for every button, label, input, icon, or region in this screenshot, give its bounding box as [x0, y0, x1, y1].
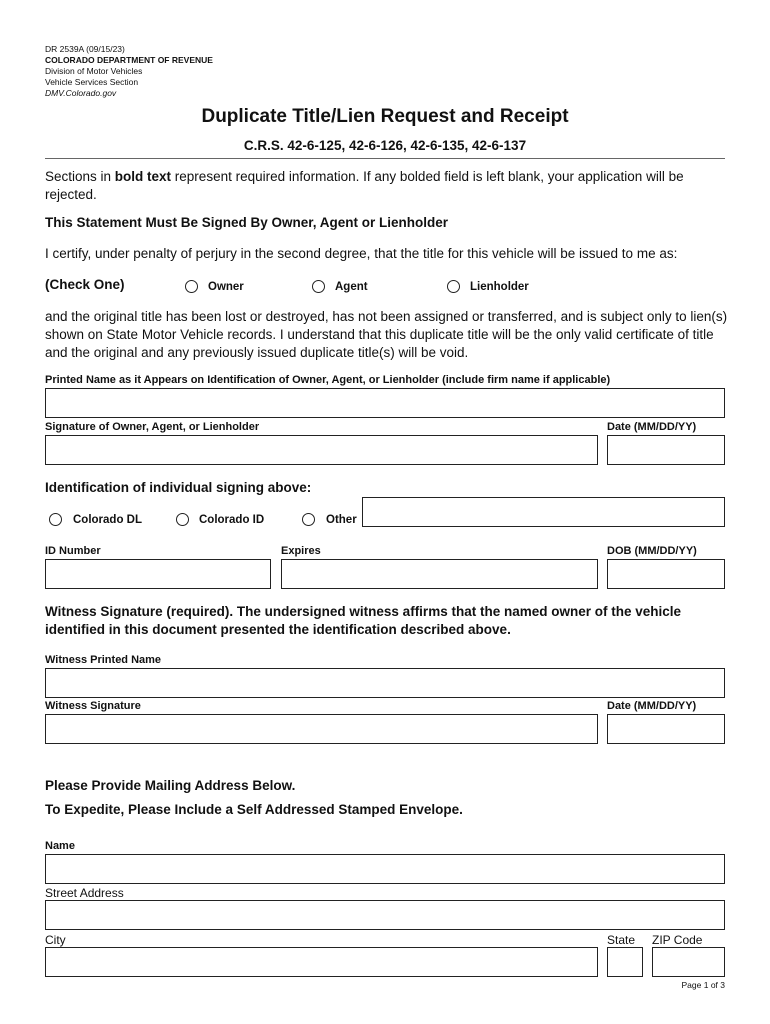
expires-label: Expires	[281, 545, 321, 557]
page-title: Duplicate Title/Lien Request and Receipt	[201, 106, 569, 127]
dob-field[interactable]	[607, 559, 725, 589]
id-number-label: ID Number	[45, 545, 101, 557]
zip-label: ZIP Code	[652, 933, 703, 947]
signature-date-label: Date (MM/DD/YY)	[607, 421, 697, 433]
statement-heading: This Statement Must Be Signed By Owner, Agent or Lienholder	[45, 215, 449, 230]
department-name: COLORADO DEPARTMENT OF REVENUE	[45, 55, 213, 65]
state-field[interactable]	[607, 947, 643, 977]
lienholder-option-label: Lienholder	[470, 281, 529, 293]
witness-statement: Witness Signature (required). The undersigned witness affirms that the named owner of the vehicle identified in this document presented the identification described above.	[45, 604, 681, 637]
owner-radio[interactable]	[185, 280, 198, 293]
signature-field[interactable]	[45, 435, 598, 465]
printed-name-label: Printed Name as it Appears on Identification of Owner, Agent, or Lienholder (include firm name if applicable)	[45, 374, 611, 386]
check-one-label: (Check One)	[45, 277, 125, 292]
street-field[interactable]	[45, 900, 725, 930]
division-name: Division of Motor Vehicles	[45, 66, 143, 76]
section-name: Vehicle Services Section	[45, 77, 139, 87]
city-field[interactable]	[45, 947, 598, 977]
expedite-note: To Expedite, Please Include a Self Addressed Stamped Envelope.	[45, 802, 463, 817]
dob-label: DOB (MM/DD/YY)	[607, 545, 697, 557]
colorado-dl-radio[interactable]	[49, 513, 62, 526]
witness-date-label: Date (MM/DD/YY)	[607, 700, 697, 712]
colorado-dl-label: Colorado DL	[73, 514, 142, 526]
witness-signature-field[interactable]	[45, 714, 598, 744]
city-label: City	[45, 933, 66, 947]
intro-text: Sections in bold text represent required information. If any bolded field is left blank, your application will be rejected.	[45, 169, 684, 202]
name-field[interactable]	[45, 854, 725, 884]
street-label: Street Address	[45, 886, 124, 900]
other-id-field[interactable]	[362, 497, 725, 527]
other-label: Other	[326, 514, 357, 526]
owner-option-label: Owner	[208, 281, 244, 293]
declaration-text: and the original title has been lost or destroyed, has not been assigned or transferred, and is subject only to lien(s) shown on State Motor Vehicle records. I understand that this duplicate title will be the only valid certificate of title and the original and any previously issued duplicate title(s) will be void.	[45, 309, 728, 360]
identification-heading: Identification of individual signing above:	[45, 480, 312, 495]
other-radio[interactable]	[302, 513, 315, 526]
colorado-id-label: Colorado ID	[199, 514, 265, 526]
zip-field[interactable]	[652, 947, 725, 977]
signature-date-field[interactable]	[607, 435, 725, 465]
expires-field[interactable]	[281, 559, 598, 589]
state-label: State	[607, 933, 636, 947]
witness-date-field[interactable]	[607, 714, 725, 744]
name-label: Name	[45, 840, 75, 852]
statute-references: C.R.S. 42-6-125, 42-6-126, 42-6-135, 42-6-137	[243, 138, 527, 153]
mailing-heading: Please Provide Mailing Address Below.	[45, 778, 296, 793]
id-number-field[interactable]	[45, 559, 271, 589]
agent-radio[interactable]	[312, 280, 325, 293]
witness-printed-name-label: Witness Printed Name	[45, 654, 162, 666]
lienholder-radio[interactable]	[447, 280, 460, 293]
header-divider	[45, 158, 725, 159]
website: DMV.Colorado.gov	[45, 88, 117, 98]
form-number: DR 2539A (09/15/23)	[45, 44, 125, 54]
signature-label: Signature of Owner, Agent, or Lienholder	[45, 421, 260, 433]
certify-text: I certify, under penalty of perjury in the second degree, that the title for this vehicle will be issued to me as:	[45, 246, 678, 261]
printed-name-field[interactable]	[45, 388, 725, 418]
colorado-id-radio[interactable]	[176, 513, 189, 526]
witness-printed-name-field[interactable]	[45, 668, 725, 698]
page-number: Page 1 of 3	[681, 980, 725, 990]
agent-option-label: Agent	[335, 281, 368, 293]
witness-signature-label: Witness Signature	[45, 700, 141, 712]
